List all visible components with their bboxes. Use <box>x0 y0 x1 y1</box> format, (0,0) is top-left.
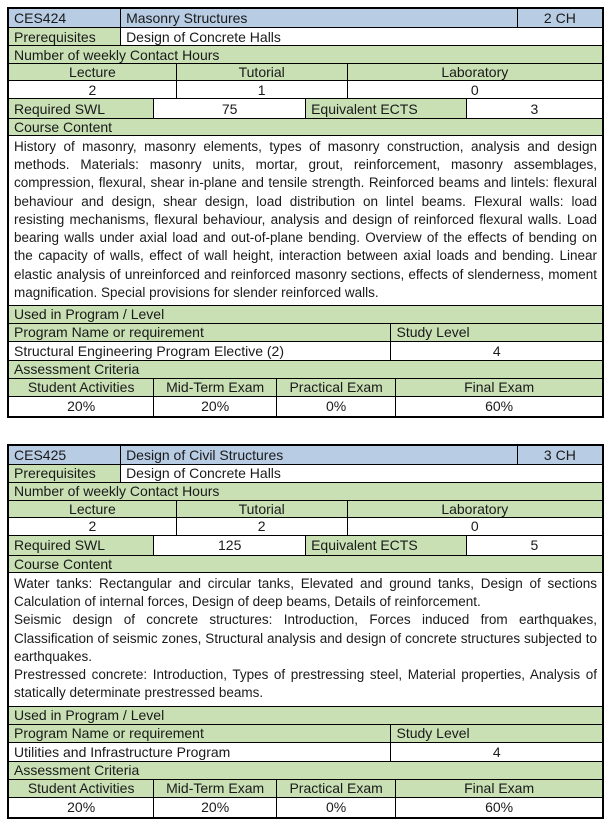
assessment-criteria-row <box>9 361 602 379</box>
contact-hours-header: Number of weekly Contact Hours <box>9 46 602 63</box>
lecture-hours-value: 2 <box>9 81 177 98</box>
mid-term-exam-label: Mid-Term Exam <box>154 780 277 797</box>
student-activities-value: 20% <box>9 397 154 416</box>
contact-hours-header-row <box>9 483 602 501</box>
prerequisite-value: Design of Concrete Halls <box>126 465 281 482</box>
mid-term-exam-value: 20% <box>154 397 277 416</box>
program-labels-row <box>9 324 602 342</box>
used-in-program-header: Used in Program / Level <box>9 306 602 323</box>
course-content-header-row <box>9 556 602 573</box>
laboratory-label: Laboratory <box>348 501 602 517</box>
contact-hours-values-row <box>9 81 602 99</box>
practical-exam-value: 0% <box>277 798 396 817</box>
assessment-criteria-row <box>9 762 602 780</box>
assessment-criteria-header: Assessment Criteria <box>9 361 602 378</box>
program-name-value: Structural Engineering Program Elective (2) <box>9 342 391 360</box>
prerequisites-row <box>9 28 602 46</box>
used-in-program-header: Used in Program / Level <box>9 707 602 724</box>
assessment-labels-row <box>9 780 602 798</box>
study-level-label: Study Level <box>391 725 602 742</box>
equivalent-ects-value: 3 <box>530 100 539 117</box>
contact-hours-labels-row <box>9 64 602 81</box>
assessment-labels-row <box>9 379 602 397</box>
used-in-program-row <box>9 707 602 725</box>
course-content-text <box>9 136 602 305</box>
required-swl-value: 75 <box>154 99 306 118</box>
final-exam-label: Final Exam <box>396 780 602 797</box>
lecture-label: Lecture <box>9 64 177 80</box>
mid-term-exam-value: 20% <box>154 798 277 817</box>
course-title: Design of Civil Structures <box>121 446 518 464</box>
course-content-row <box>9 573 602 707</box>
final-exam-label: Final Exam <box>396 379 602 396</box>
program-name-label: Program Name or requirement <box>9 324 391 341</box>
course-content-row <box>9 136 602 306</box>
lecture-label: Lecture <box>9 501 177 517</box>
tutorial-label: Tutorial <box>177 64 348 80</box>
student-activities-label: Student Activities <box>9 379 154 396</box>
course-title-row <box>9 9 602 28</box>
program-labels-row <box>9 725 602 743</box>
course-content-paragraph: Seismic design of concrete structures: Introduction, Forces induced from earthquakes, Classification of seismic zones, Structural analysis and design of concrete structures subjected to earthquakes. <box>14 612 597 664</box>
course-content-paragraph: Water tanks: Rectangular and circular tanks, Elevated and ground tanks, Design of sections Calculation of internal forces, Design of deep beams, Details of reinforcement. <box>14 575 597 610</box>
swl-row <box>9 99 602 119</box>
tutorial-hours-value: 2 <box>177 518 348 535</box>
tutorial-hours-value: 1 <box>177 81 348 98</box>
prerequisites-label: Prerequisites <box>9 28 121 45</box>
equivalent-ects-value: 5 <box>530 537 539 554</box>
course-content-paragraph: Prestressed concrete: Introduction, Types of prestressing steel, Material properties, Analysis of statically determinate prestressed beams. <box>14 667 597 701</box>
assessment-criteria-header: Assessment Criteria <box>9 762 602 779</box>
course-content-paragraph: History of masonry, masonry elements, types of masonry construction, analysis and design methods. Materials: masonry units, mortar, grout, reinforcement, masonry assemblages, compression, flexural, shear in-plane and tensile strength. Reinforced beams and lintels: flexural behaviour and design, shear design, load distribution on lintel beams. Flexural walls: load resisting mechanisms, flexural behaviour, analysis and design of reinforced flexural walls. Load bearing walls under axial load and out-of-plane bending. Overview of the effects of bending on the capacity of walls, effect of wall height, interaction between axial loads and bending. Linear elastic analysis of unreinforced and reinforced masonry sections, effects of slenderness, moment magnification. Special provisions for slender reinforced walls. <box>14 139 597 300</box>
course-code: CES424 <box>9 9 121 27</box>
prerequisites-row <box>9 465 602 483</box>
student-activities-label: Student Activities <box>9 780 154 797</box>
used-in-program-row <box>9 306 602 324</box>
tutorial-label: Tutorial <box>177 501 348 517</box>
program-name-label: Program Name or requirement <box>9 725 391 742</box>
program-name-value: Utilities and Infrastructure Program <box>9 743 391 761</box>
contact-hours-labels-row <box>9 501 602 518</box>
credit-hours: 3 CH <box>518 446 602 464</box>
mid-term-exam-label: Mid-Term Exam <box>154 379 277 396</box>
contact-hours-values-row <box>9 518 602 536</box>
study-level-value: 4 <box>492 342 501 359</box>
final-exam-value: 60% <box>485 398 514 415</box>
laboratory-hours-value: 0 <box>470 518 479 535</box>
program-values-row <box>9 743 602 762</box>
final-exam-value: 60% <box>485 799 514 815</box>
equivalent-ects-label: Equivalent ECTS <box>306 536 467 555</box>
required-swl-value: 125 <box>154 536 306 555</box>
equivalent-ects-label: Equivalent ECTS <box>306 99 467 118</box>
swl-row <box>9 536 602 556</box>
practical-exam-value: 0% <box>277 397 396 416</box>
practical-exam-label: Practical Exam <box>277 780 396 797</box>
required-swl-label: Required SWL <box>9 99 154 118</box>
program-values-row <box>9 342 602 361</box>
course-title: Masonry Structures <box>121 9 518 27</box>
prerequisite-value: Design of Concrete Halls <box>126 28 281 45</box>
laboratory-hours-value: 0 <box>470 81 479 98</box>
course-content-text <box>9 573 602 706</box>
course-title-row <box>9 446 602 465</box>
laboratory-label: Laboratory <box>348 64 602 80</box>
prerequisites-label: Prerequisites <box>9 465 121 482</box>
credit-hours: 2 CH <box>518 9 602 27</box>
course-code: CES425 <box>9 446 121 464</box>
practical-exam-label: Practical Exam <box>277 379 396 396</box>
course-table-ces425 <box>7 444 604 819</box>
course-content-header-row <box>9 119 602 136</box>
assessment-values-row <box>9 397 602 416</box>
course-table-ces424 <box>7 7 604 418</box>
contact-hours-header-row <box>9 46 602 64</box>
course-content-header: Course Content <box>9 556 602 572</box>
lecture-hours-value: 2 <box>9 518 177 535</box>
student-activities-value: 20% <box>9 798 154 817</box>
study-level-value: 4 <box>492 743 501 760</box>
assessment-values-row <box>9 798 602 817</box>
required-swl-label: Required SWL <box>9 536 154 555</box>
course-content-header: Course Content <box>9 119 602 135</box>
study-level-label: Study Level <box>391 324 602 341</box>
contact-hours-header: Number of weekly Contact Hours <box>9 483 602 500</box>
